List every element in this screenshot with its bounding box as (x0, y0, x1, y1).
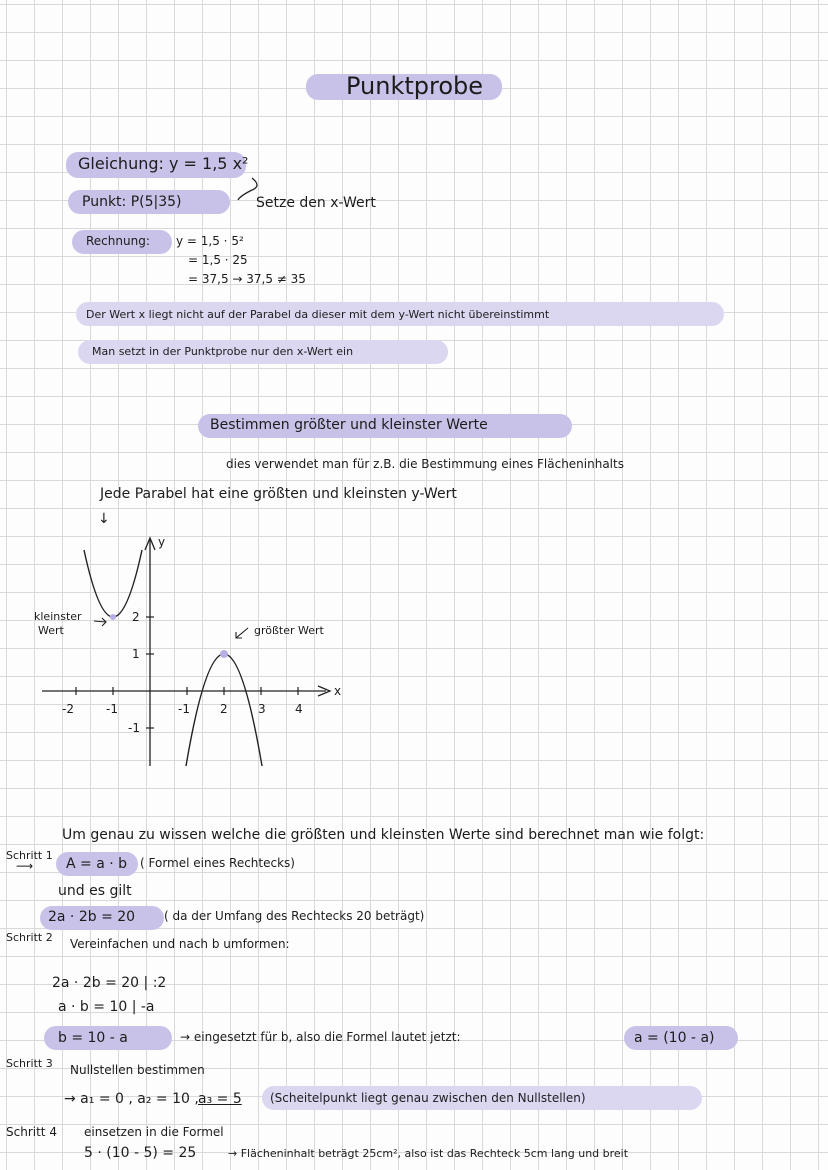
rechnung-label: Rechnung: (86, 234, 150, 248)
down-arrow-icon: ↓ (98, 511, 110, 527)
step3-label: Schritt 3 (6, 1057, 53, 1070)
roots: → a₁ = 0 , a₂ = 10 , (64, 1091, 199, 1107)
x-axis-label: x (334, 684, 342, 698)
final-eq: 5 · (10 - 5) = 25 (84, 1145, 197, 1161)
formula: A = a · b (66, 856, 128, 872)
step2-label: Schritt 2 (6, 931, 53, 944)
label-min-line1: kleinster (34, 610, 82, 623)
rechnung-line-1: y = 1,5 · 5² (176, 234, 244, 248)
parabola-min (84, 550, 142, 617)
step3-text: Nullstellen bestimmen (70, 1063, 205, 1077)
note1: Der Wert x liegt nicht auf der Parabel da dieser mit dem y-Wert nicht übereinstimmt (86, 308, 550, 321)
formula-note: ( Formel eines Rechtecks) (140, 856, 295, 870)
eq1: 2a · 2b = 20 (48, 909, 136, 925)
roots-vertex: a₃ = 5 (198, 1091, 242, 1107)
y-tick-label: 1 (132, 647, 140, 661)
x-tick-label: 4 (295, 702, 303, 716)
label-max: größter Wert (254, 624, 324, 637)
gleichung: Gleichung: y = 1,5 x² (78, 154, 249, 173)
section2-rule: Jede Parabel hat eine größten und kleinsten y-Wert (100, 486, 457, 502)
eq4-result: a = (10 - a) (634, 1030, 715, 1046)
roots-note: (Scheitelpunkt liegt genau zwischen den Nullstellen) (270, 1091, 586, 1105)
x-tick-label: -1 (106, 702, 118, 716)
und-es-gilt: und es gilt (58, 883, 132, 899)
note2: Man setzt in der Punktprobe nur den x-Wert ein (92, 345, 354, 358)
step1-label: Schritt 1 (6, 849, 53, 862)
rechnung-line-2: = 1,5 · 25 (188, 253, 248, 267)
eq3: a · b = 10 | -a (58, 999, 155, 1015)
parabola-graph (0, 530, 400, 780)
x-tick-label: -2 (62, 702, 74, 716)
step4-label: Schritt 4 (6, 1125, 57, 1139)
section2-use: dies verwendet man für z.B. die Bestimmung eines Flächeninhalts (226, 457, 624, 471)
y-tick-label: -1 (128, 721, 140, 735)
x-tick-label: -1 (178, 702, 190, 716)
step1-arrow-icon: ⟶ (16, 859, 34, 873)
eq4: b = 10 - a (58, 1030, 128, 1046)
rechnung-line-3: = 37,5 → 37,5 ≠ 35 (188, 272, 306, 286)
max-point (220, 650, 228, 658)
y-axis-label: y (158, 535, 166, 549)
section2-heading: Bestimmen größter und kleinster Werte (210, 417, 488, 433)
final-note: → Flächeninhalt beträgt 25cm², also ist das Rechteck 5cm lang und breit (228, 1147, 629, 1160)
section3-intro: Um genau zu wissen welche die größten und kleinsten Werte sind berechnet man wie folgt: (62, 827, 705, 843)
eq2: 2a · 2b = 20 | :2 (52, 975, 167, 991)
hint-text: Setze den x-Wert (256, 195, 376, 211)
min-arrow-icon (94, 618, 106, 626)
step4-text: einsetzen in die Formel (84, 1125, 224, 1139)
min-point (110, 614, 116, 620)
eq1-note: ( da der Umfang des Rechtecks 20 beträgt) (164, 909, 425, 923)
max-arrow-icon (236, 628, 248, 638)
punkt: Punkt: P(5|35) (82, 194, 182, 210)
page-title: Punktprobe (346, 72, 484, 100)
x-tick-label: 3 (258, 702, 266, 716)
x-tick-label: 2 (220, 702, 228, 716)
eq4-note: → eingesetzt für b, also die Formel lautet jetzt: (180, 1030, 461, 1044)
step2-text: Vereinfachen und nach b umformen: (70, 937, 290, 951)
label-min-line2: Wert (38, 624, 64, 637)
y-tick-label: 2 (132, 610, 140, 624)
